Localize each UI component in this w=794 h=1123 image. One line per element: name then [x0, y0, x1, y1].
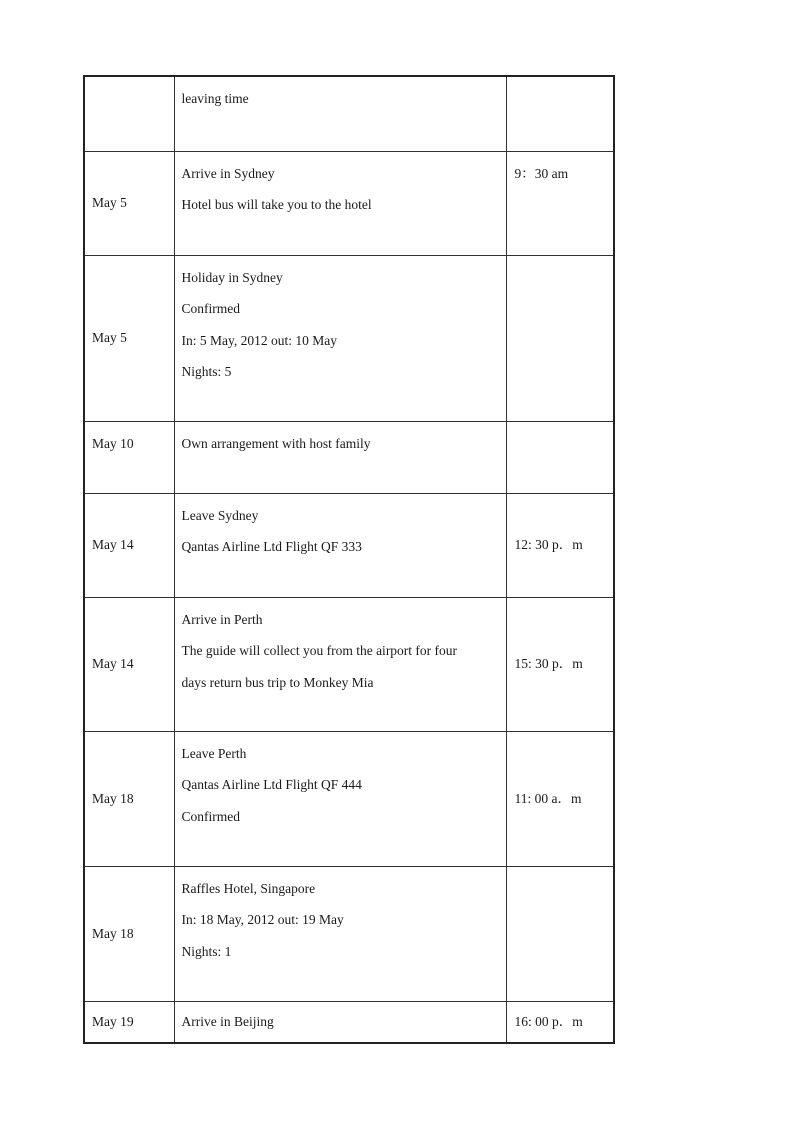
- table-row: [84, 731, 614, 866]
- time-cell: 9：30 am: [506, 151, 614, 255]
- details-cell: [174, 493, 506, 597]
- detail-line: leaving time: [181, 91, 249, 106]
- time-cell: [506, 255, 614, 421]
- detail-line: In: 5 May, 2012 out: 10 May: [181, 332, 337, 348]
- detail-line: Arrive in Sydney: [181, 165, 275, 181]
- date-cell: May 14: [84, 597, 174, 731]
- detail-line: Confirmed: [181, 808, 240, 824]
- detail-line: Qantas Airline Ltd Flight QF 444: [181, 777, 362, 792]
- date-cell: May 10: [84, 421, 174, 493]
- details-cell: [174, 255, 506, 421]
- time-cell: 16: 00 p．m: [506, 1001, 614, 1043]
- time-cell: 11: 00 a．m: [506, 731, 614, 866]
- date-cell: [84, 76, 174, 151]
- time-cell: 12: 30 p．m: [506, 493, 614, 597]
- detail-line: Nights: 5: [181, 364, 232, 379]
- date-cell: May 18: [84, 731, 174, 866]
- itinerary-table: [83, 75, 615, 1044]
- table-row: [84, 76, 614, 151]
- details-cell: [174, 151, 506, 255]
- detail-line: Arrive in Perth: [181, 611, 263, 627]
- details-cell: [174, 731, 506, 866]
- detail-line: Hotel bus will take you to the hotel: [181, 197, 372, 212]
- detail-line: Leave Perth: [181, 745, 247, 761]
- date-cell: May 5: [84, 151, 174, 255]
- detail-line: The guide will collect you from the airport for four: [181, 643, 458, 658]
- detail-line: Leave Sydney: [181, 507, 259, 523]
- date-cell: May 19: [84, 1001, 174, 1043]
- table-row: [84, 493, 614, 597]
- detail-line: Qantas Airline Ltd Flight QF 333: [181, 539, 362, 554]
- details-cell: [174, 76, 506, 151]
- time-cell: [506, 421, 614, 493]
- detail-line: Own arrangement with host family: [181, 435, 371, 451]
- time-cell: 15: 30 p．m: [506, 597, 614, 731]
- detail-line: Holiday in Sydney: [181, 269, 283, 285]
- details-cell: [174, 421, 506, 493]
- table-row: [84, 866, 614, 1001]
- date-cell: May 14: [84, 493, 174, 597]
- table-row: [84, 1001, 614, 1043]
- detail-line: Nights: 1: [181, 943, 232, 959]
- detail-line: Arrive in Beijing: [181, 1014, 274, 1029]
- detail-line: In: 18 May, 2012 out: 19 May: [181, 912, 344, 927]
- date-cell: May 18: [84, 866, 174, 1001]
- date-cell: May 5: [84, 255, 174, 421]
- table-row: [84, 151, 614, 255]
- details-cell: [174, 597, 506, 731]
- table-row: [84, 255, 614, 421]
- detail-line: Confirmed: [181, 301, 240, 316]
- table-row: [84, 421, 614, 493]
- time-cell: [506, 76, 614, 151]
- details-cell: [174, 866, 506, 1001]
- details-cell: [174, 1001, 506, 1043]
- table-row: [84, 597, 614, 731]
- time-cell: [506, 866, 614, 1001]
- detail-line: days return bus trip to Monkey Mia: [181, 674, 374, 690]
- detail-line: Raffles Hotel, Singapore: [181, 880, 316, 896]
